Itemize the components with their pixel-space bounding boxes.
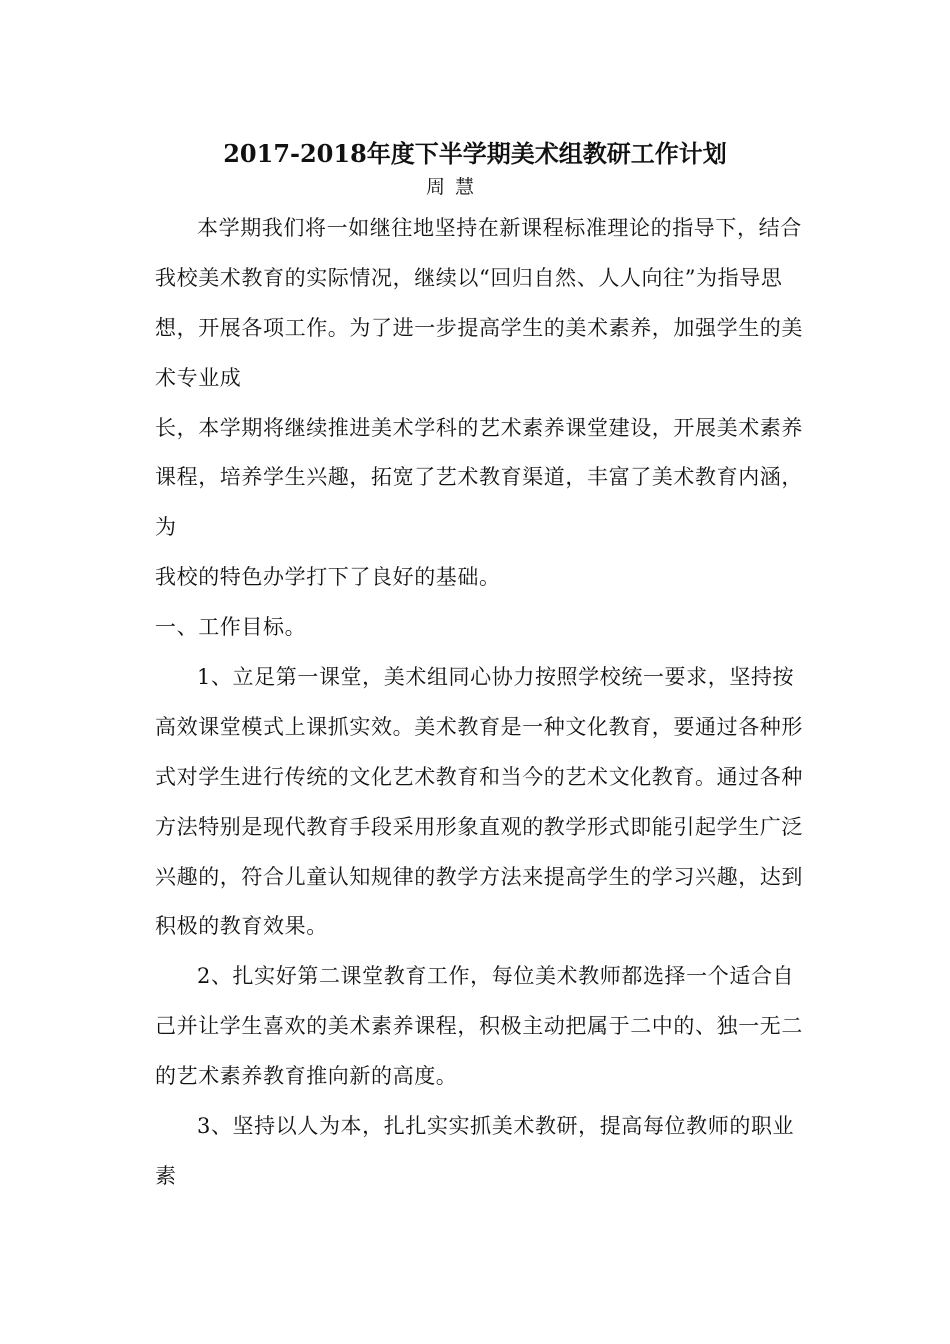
body-text-line: 3、坚持以人为本，扎扎实实抓美术教研，提高每位教师的职业 [197, 1114, 795, 1139]
body-text-line: 2、扎实好第二课堂教育工作，每位美术教师都选择一个适合自 [197, 964, 795, 989]
document-body [155, 204, 815, 1202]
body-text-line: 我校美术教育的实际情况，继续以“回归自然、人人向往”为指导思 [155, 265, 783, 290]
document-title: 2017-2018年度下半学期美术组教研工作计划 [223, 139, 727, 168]
body-text-line: 高效课堂模式上课抓实效。美术教育是一种文化教育，要通过各种形 [155, 714, 803, 739]
body-text-line: 己并让学生喜欢的美术素养课程，积极主动把属于二中的、独一无二 [155, 1014, 803, 1039]
body-text-line: 想，开展各项工作。为了进一步提高学生的美术素养，加强学生的美 [155, 315, 803, 340]
body-text-line: 本学期我们将一如继往地坚持在新课程标准理论的指导下，结合 [197, 216, 802, 240]
body-text-line: 式对学生进行传统的文化艺术教育和当今的艺术文化教育。通过各种 [155, 764, 803, 789]
body-text-line: 为 [155, 515, 177, 540]
body-text-line: 课程，培养学生兴趣，拓宽了艺术教育渠道，丰富了美术教育内涵， [155, 465, 803, 490]
body-text-line: 素 [155, 1163, 177, 1188]
body-text-line: 兴趣的，符合儿童认知规律的教学方法来提高学生的学习兴趣，达到 [155, 864, 803, 889]
body-text-line: 一、工作目标。 [155, 615, 307, 640]
body-text-line: 积极的教育效果。 [155, 914, 328, 939]
body-text-line: 我校的特色办学打下了良好的基础。 [155, 565, 501, 590]
document-author: 周慧 [426, 176, 485, 198]
body-text-line: 的艺术素养教育推向新的高度。 [155, 1064, 458, 1089]
body-text-line: 1、立足第一课堂，美术组同心协力按照学校统一要求，坚持按 [197, 665, 795, 690]
body-text-line: 长，本学期将继续推进美术学科的艺术素养课堂建设，开展美术素养 [155, 415, 803, 440]
body-text-line: 方法特别是现代教育手段采用形象直观的教学形式即能引起学生广泛 [155, 814, 803, 839]
body-text-line: 术专业成 [155, 365, 242, 390]
